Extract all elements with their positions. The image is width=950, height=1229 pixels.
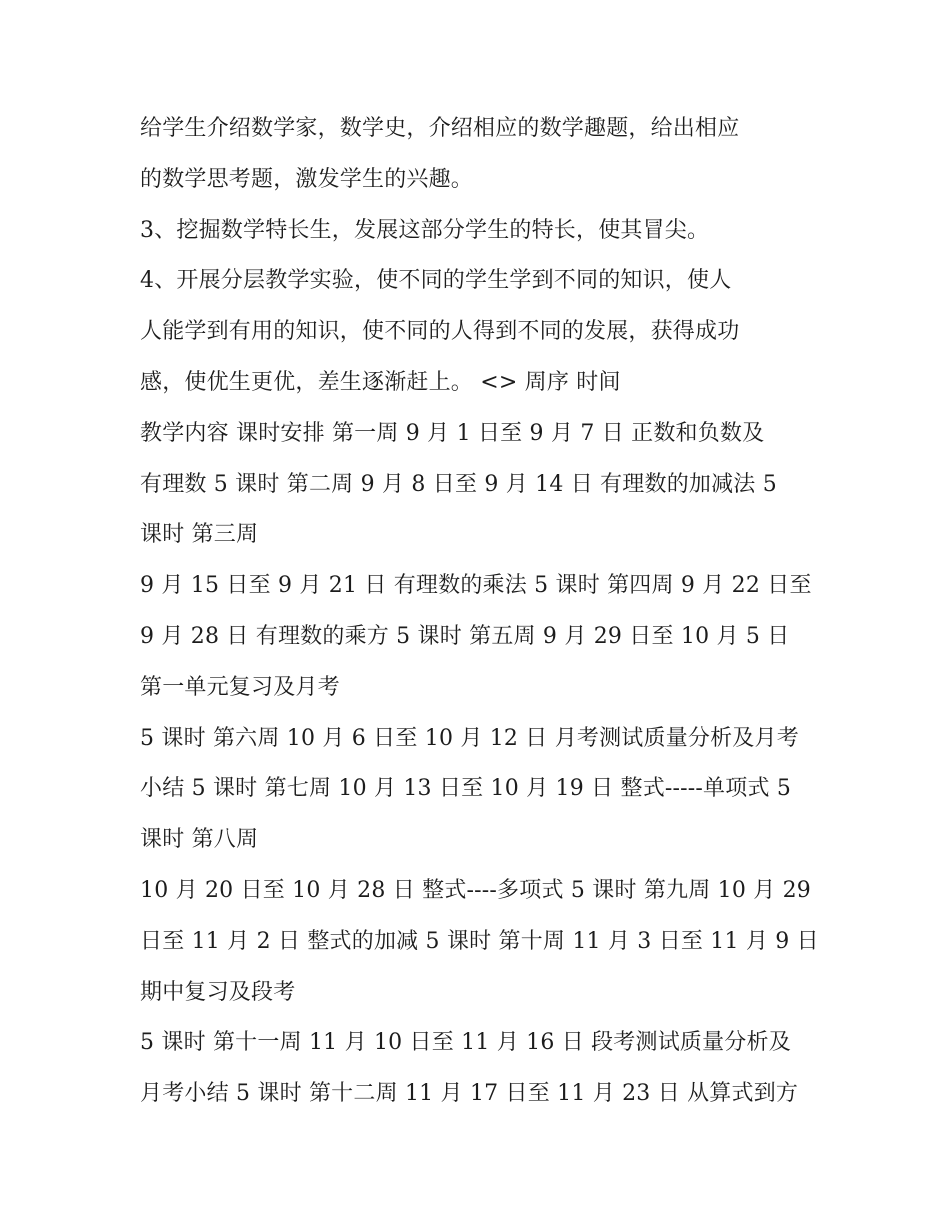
text-line: 5 课时 第十一周 11 月 10 日至 11 月 16 日 段考测试质量分析及 — [140, 1030, 791, 1056]
text-line: 课时 第八周 — [140, 827, 259, 853]
text-line: 课时 第三周 — [140, 522, 259, 548]
text-line: 5 课时 第六周 10 月 6 日至 10 月 12 日 月考测试质量分析及月考 — [140, 725, 799, 751]
text-line: 有理数 5 课时 第二周 9 月 8 日至 9 月 14 日 有理数的加减法 5 — [140, 471, 777, 497]
text-line: 9 月 15 日至 9 月 21 日 有理数的乘法 5 课时 第四周 9 月 22 日至 — [140, 573, 812, 599]
text-line: 小结 5 课时 第七周 10 月 13 日至 10 月 19 日 整式-----单项式 5 — [140, 776, 792, 802]
document-body — [140, 104, 820, 1120]
text-line: 感，使优生更优，差生逐渐赶上。 <> 周序 时间 — [140, 369, 621, 395]
text-line: 期中复习及段考 — [140, 979, 296, 1005]
text-line: 第一单元复习及月考 — [140, 674, 340, 700]
text-line: 3、挖掘数学特长生，发展这部分学生的特长，使其冒尖。 — [140, 217, 710, 243]
text-line: 日至 11 月 2 日 整式的加减 5 课时 第十周 11 月 3 日至 11 月 9 日 — [140, 928, 819, 954]
text-line: 4、开展分层教学实验，使不同的学生学到不同的知识，使人 — [140, 268, 732, 294]
text-line: 10 月 20 日至 10 月 28 日 整式----多项式 5 课时 第九周 10 月 29 — [140, 877, 812, 903]
text-line: 9 月 28 日 有理数的乘方 5 课时 第五周 9 月 29 日至 10 月 5 日 — [140, 623, 790, 649]
text-line: 月考小结 5 课时 第十二周 11 月 17 日至 11 月 23 日 从算式到方 — [140, 1081, 799, 1107]
text-line: 教学内容 课时安排 第一周 9 月 1 日至 9 月 7 日 正数和负数及 — [140, 420, 765, 446]
text-line: 给学生介绍数学家，数学史，介绍相应的数学趣题，给出相应 — [140, 116, 740, 141]
text-line: 人能学到有用的知识，使不同的人得到不同的发展，获得成功 — [140, 319, 740, 345]
text-line: 的数学思考题，激发学生的兴趣。 — [140, 166, 474, 192]
